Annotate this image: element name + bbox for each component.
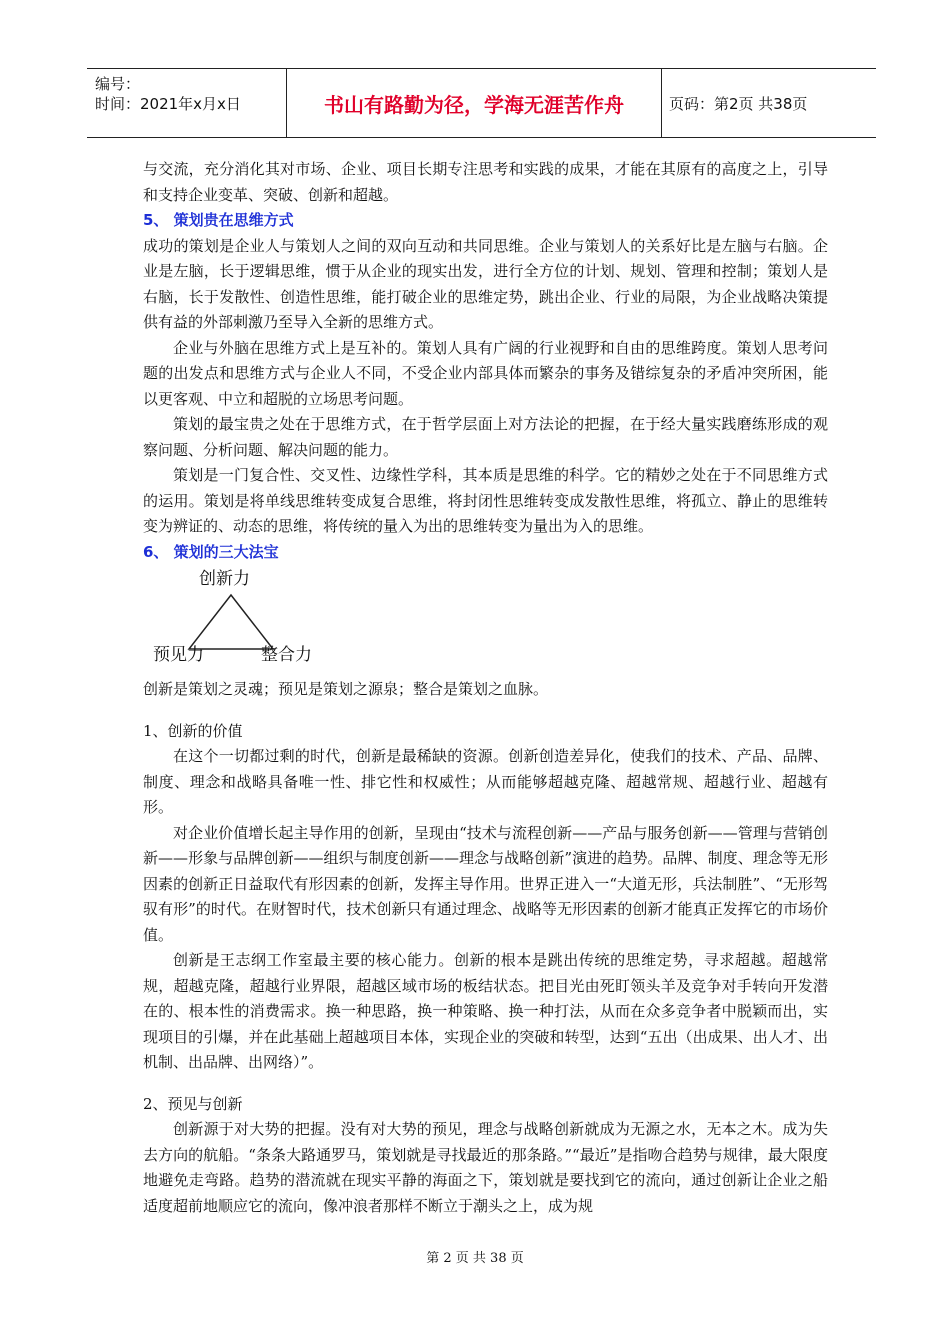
paragraph: 对企业价值增长起主导作用的创新，呈现由“技术与流程创新——产品与服务创新——管理与营销创新——形象与品牌创新——组织与制度创新——理念与战略创新”演进的趋势。品牌、制度、理念等无形因素的创新正日益取代有形因素的创新，发挥主导作用。世界正进入一“大道无形，兵法制胜”、“无形驾驭有形”的时代。在财智时代，技术创新只有通过理念、战略等无形因素的创新才能真正发挥它的市场价值。 — [143, 823, 828, 944]
section-heading-5: 5、 策划贵在思维方式 — [143, 211, 294, 229]
number-label: 编号： — [95, 75, 141, 93]
time-label: 时间：2021年x月x日 — [95, 95, 241, 113]
diagram-label-right: 整合力 — [261, 645, 312, 665]
paragraph: 创新是王志纲工作室最主要的核心能力。创新的根本是跳出传统的思维定势，寻求超越。超越常规，超越克隆，超越行业界限，超越区域市场的板结状态。把目光由死盯领头羊及竞争对手转向开发潜在的、根本性的消费需求。换一种思路，换一种策略、换一种打法，从而在众多竞争者中脱颖而出，实现项目的引爆，并在此基础上超越项目本体，实现企业的突破和转型，达到“五出（出成果、出人才、出机制、出品牌、出网络）”。 — [143, 951, 828, 1071]
paragraph: 成功的策划是企业人与策划人之间的双向互动和共同思维。企业与策划人的关系好比是左脑与右脑。企业是左脑，长于逻辑思维，惯于从企业的现实出发，进行全方位的计划、规划、管理和控制；策划人是右脑，长于发散性、创造性思维，能打破企业的思维定势，跳出企业、行业的局限，为企业战略决策提供有益的外部刺激乃至导入全新的思维方式。 — [143, 236, 828, 331]
paragraph: 策划的最宝贵之处在于思维方式，在于哲学层面上对方法论的把握，在于经大量实践磨练形成的观察问题、分析问题、解决问题的能力。 — [143, 415, 828, 459]
paragraph: 创新是策划之灵魂；预见是策划之源泉；整合是策划之血脉。 — [143, 680, 549, 698]
page-header — [87, 68, 876, 138]
section-heading-6: 6、 策划的三大法宝 — [143, 542, 279, 561]
page-number-label: 页码：第2页 共38页 — [669, 94, 808, 113]
page-footer: 第 2 页 共 38 页 — [426, 1251, 524, 1266]
paragraph: 策划是一门复合性、交叉性、边缘性学科，其本质是思维的科学。它的精妙之处在于不同思维方式的运用。策划是将单线思维转变成复合思维，将封闭性思维转变成发散性思维，将孤立、静止的思维转变为辨证的、动态的思维，将传统的量入为出的思维转变为量出为入的思维。 — [143, 466, 828, 535]
header-meta — [87, 69, 286, 137]
subheading-1: 1、创新的价值 — [143, 721, 243, 740]
document-body — [143, 157, 828, 1219]
diagram-label-left: 预见力 — [153, 645, 204, 665]
subheading-2: 2、预见与创新 — [143, 1094, 243, 1113]
paragraph: 在这个一切都过剩的时代，创新是最稀缺的资源。创新创造差异化，使我们的技术、产品、品牌、制度、理念和战略具备唯一性、排它性和权威性；从而能够超越克隆、超越常规、超越行业、超越有形。 — [143, 747, 828, 816]
paragraph: 企业与外脑在思维方式上是互补的。策划人具有广阔的行业视野和自由的思维跨度。策划人思考问题的出发点和思维方式与企业人不同，不受企业内部具体而繁杂的事务及错综复杂的矛盾冲突所困，能以更客观、中立和超脱的立场思考问题。 — [143, 338, 828, 408]
triangle-diagram — [143, 565, 828, 677]
header-motto: 书山有路勤为径，学海无涯苦作舟 — [286, 69, 662, 137]
paragraph: 与交流，充分消化其对市场、企业、项目长期专注思考和实践的成果，才能在其原有的高度之上，引导和支持企业变革、突破、创新和超越。 — [143, 160, 828, 204]
paragraph: 创新源于对大势的把握。没有对大势的预见，理念与战略创新就成为无源之水，无本之木。成为失去方向的航船。“条条大路通罗马，策划就是寻找最近的那条路。”“最近”是指吻合趋势与规律，最大限度地避免走弯路。趋势的潜流就在现实平静的海面之下，策划就是要找到它的流向，通过创新让企业之船适度超前地顺应它的流向，像冲浪者那样不断立于潮头之上，成为规 — [143, 1120, 828, 1215]
diagram-label-top: 创新力 — [199, 569, 250, 589]
